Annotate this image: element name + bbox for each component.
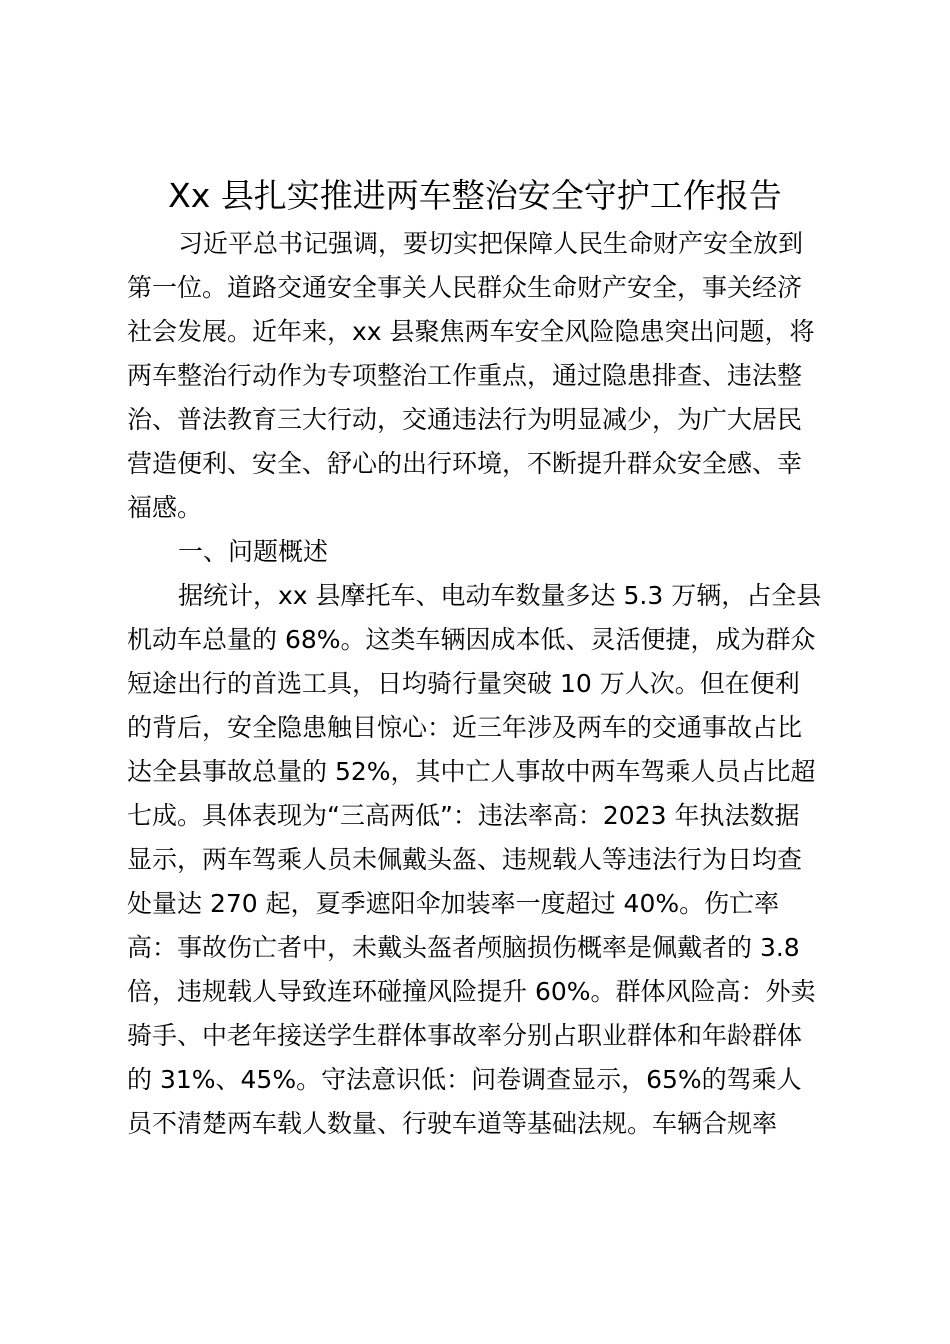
document-title: Xx 县扎实推进两车整治安全守护工作报告: [168, 176, 782, 215]
paragraph-line: 据统计，xx 县摩托车、电动车数量多达 5.3 万辆，占全县: [178, 581, 822, 610]
paragraph-line: 员不清楚两车载人数量、行驶车道等基础法规。车辆合规率: [127, 1109, 778, 1138]
paragraph-line: 第一位。道路交通安全事关人民群众生命财产安全，事关经济: [127, 273, 803, 302]
paragraph-line: 社会发展。近年来，xx 县聚焦两车安全风险隐患突出问题，将: [127, 317, 815, 346]
paragraph-line: 显示，两车驾乘人员未佩戴头盔、违规载人等违法行为日均查: [127, 845, 803, 874]
paragraph-line: 短途出行的首选工具，日均骑行量突破 10 万人次。但在便利: [127, 669, 800, 698]
paragraph-line: 骑手、中老年接送学生群体事故率分别占职业群体和年龄群体: [127, 1021, 803, 1050]
paragraph-line: 机动车总量的 68%。这类车辆因成本低、灵活便捷，成为群众: [127, 625, 816, 654]
paragraph-line: 福感。: [127, 493, 203, 522]
paragraph-line: 两车整治行动作为专项整治工作重点，通过隐患排查、违法整: [127, 361, 803, 390]
section-heading: 一、问题概述: [178, 537, 329, 566]
paragraph-line: 治、普法教育三大行动，交通违法行为明显减少，为广大居民: [127, 405, 803, 434]
paragraph-line: 的 31%、45%。守法意识低：问卷调查显示，65%的驾乘人: [127, 1065, 802, 1094]
paragraph-line: 习近平总书记强调，要切实把保障人民生命财产安全放到: [178, 229, 804, 258]
document-body: [127, 222, 830, 1146]
paragraph-line: 营造便利、安全、舒心的出行环境，不断提升群众安全感、幸: [127, 449, 803, 478]
paragraph-line: 倍，违规载人导致连环碰撞风险提升 60%。群体风险高：外卖: [127, 977, 816, 1006]
paragraph-line: 达全县事故总量的 52%，其中亡人事故中两车驾乘人员占比超: [127, 757, 816, 786]
paragraph-line: 七成。具体表现为“三高两低”：违法率高：2023 年执法数据: [127, 801, 800, 830]
paragraph-line: 高：事故伤亡者中，未戴头盔者颅脑损伤概率是佩戴者的 3.8: [127, 933, 800, 962]
paragraph-line: 的背后，安全隐患触目惊心：近三年涉及两车的交通事故占比: [127, 713, 803, 742]
paragraph-line: 处量达 270 起，夏季遮阳伞加装率一度超过 40%。伤亡率: [127, 889, 780, 918]
